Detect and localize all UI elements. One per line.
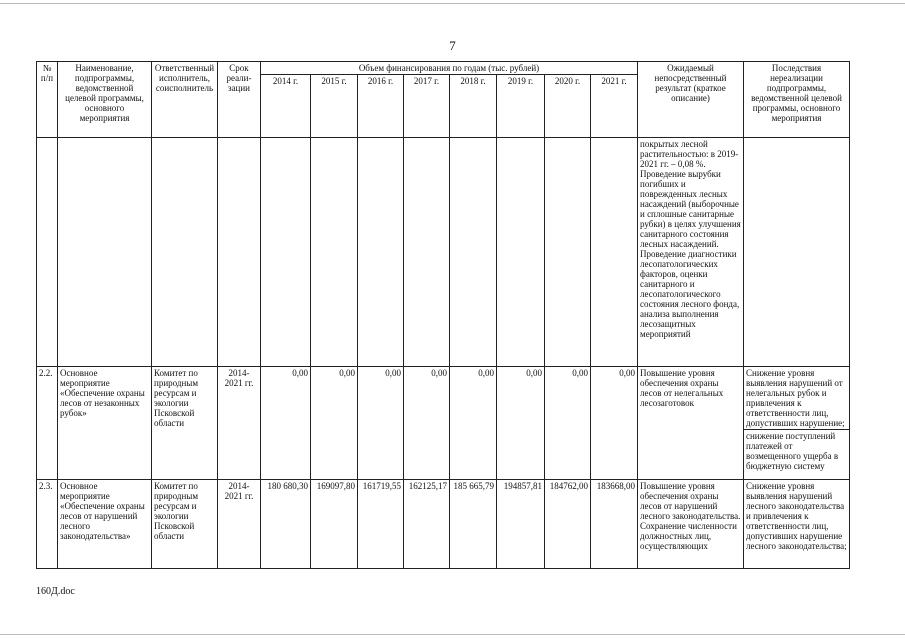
cell-empty	[37, 138, 58, 367]
header-year: 2015 г.	[311, 75, 358, 138]
header-year: 2019 г.	[497, 75, 545, 138]
table-row	[37, 367, 850, 480]
consequence-item: снижение поступлений платежей от возмещенного ущерба в бюджетную систему	[744, 429, 849, 471]
row-value: 169097,80	[311, 480, 358, 569]
header-year: 2014 г.	[261, 75, 311, 138]
header-year: 2016 г.	[358, 75, 404, 138]
row-term: 2014-2021 гг.	[218, 367, 261, 480]
row-expected: Повышение уровня обеспечения охраны лесов от нарушений лесного законодательства. Сохранение численности должностных лиц, осуществляющих	[638, 480, 744, 569]
cell-empty	[358, 138, 404, 367]
consequence-item: Снижение уровня выявления нарушений лесного законодательства и привлечения к ответственности лиц, допустивших нарушение лесного законодательства;	[746, 481, 847, 551]
header-year: 2017 г.	[404, 75, 450, 138]
footer-filename: 160Д.doc	[36, 586, 75, 597]
header-expected: Ожидаемый непосредственный результат (краткое описание)	[638, 62, 744, 138]
row-num: 2.2.	[37, 367, 58, 480]
row-value: 194857,81	[497, 480, 545, 569]
cell-empty	[404, 138, 450, 367]
header-funding-group: Объем финансирования по годам (тыс. рублей)	[261, 62, 638, 75]
header-term: Срок реали-зации	[218, 62, 261, 138]
row-expected: Повышение уровня обеспечения охраны лесов от нелегальных лесозаготовок	[638, 367, 744, 480]
continuation-row	[37, 138, 850, 367]
table-row	[37, 480, 850, 569]
row-value: 0,00	[404, 367, 450, 480]
row-value: 0,00	[545, 367, 591, 480]
cell-empty	[261, 138, 311, 367]
row-value: 0,00	[311, 367, 358, 480]
row-consequences	[744, 480, 850, 569]
row-value: 0,00	[591, 367, 638, 480]
row-value: 184762,00	[545, 480, 591, 569]
cell-empty	[744, 138, 850, 367]
row-value: 0,00	[261, 367, 311, 480]
cell-empty	[218, 138, 261, 367]
row-num: 2.3.	[37, 480, 58, 569]
cell-empty	[152, 138, 218, 367]
cell-empty	[450, 138, 497, 367]
row-value: 161719,55	[358, 480, 404, 569]
row-name: Основное мероприятие «Обеспечение охраны лесов от незаконных рубок»	[58, 367, 152, 480]
page-number: 7	[449, 38, 456, 53]
continuation-expected-text: покрытых лесной растительностью: в 2019-2021 гг. – 0,08 %. Проведение вырубки погибших и поврежденных лесных насаждений (выборочные и сплошные санитарные рубки) в целях улучшения санитарного состояния лесных насаждений. Проведение диагностики лесопатологических факторов, оценки санитарного и лесопатологического состояния лесного фонда, анализа выполнения лесозащитных мероприятий	[638, 138, 744, 367]
header-row-1	[37, 62, 850, 75]
row-executor: Комитет по природным ресурсам и экологии Псковской области	[152, 480, 218, 569]
row-value: 180 680,30	[261, 480, 311, 569]
row-value: 0,00	[497, 367, 545, 480]
cell-empty	[311, 138, 358, 367]
cell-empty	[545, 138, 591, 367]
header-consequences: Последствия нереализации подпрограммы, ведомственной целевой программы, основного мероприятия	[744, 62, 850, 138]
cell-empty	[497, 138, 545, 367]
row-consequences	[744, 367, 850, 480]
header-year: 2020 г.	[545, 75, 591, 138]
header-year: 2021 г.	[591, 75, 638, 138]
scan-edge-top	[0, 3, 905, 4]
consequence-item: Снижение уровня выявления нарушений от нелегальных рубок и привлечения к ответственности лиц, допустивших нарушение;	[746, 368, 845, 428]
row-value: 183668,00	[591, 480, 638, 569]
cell-empty	[591, 138, 638, 367]
row-value: 0,00	[358, 367, 404, 480]
header-year: 2018 г.	[450, 75, 497, 138]
cell-empty	[58, 138, 152, 367]
row-value: 162125,17	[404, 480, 450, 569]
header-name: Наименование, подпрограммы, ведомственной целевой программы, основного мероприятия	[58, 62, 152, 138]
header-executor: Ответственный исполнитель, соисполнитель	[152, 62, 218, 138]
row-name: Основное мероприятие «Обеспечение охраны лесов от нарушений лесного законодательства»	[58, 480, 152, 569]
row-term: 2014-2021 гг.	[218, 480, 261, 569]
row-value: 0,00	[450, 367, 497, 480]
header-num: № п/п	[37, 62, 58, 138]
row-value: 185 665,79	[450, 480, 497, 569]
row-executor: Комитет по природным ресурсам и экологии Псковской области	[152, 367, 218, 480]
scan-edge-bottom	[0, 634, 905, 635]
financing-table	[36, 61, 850, 569]
